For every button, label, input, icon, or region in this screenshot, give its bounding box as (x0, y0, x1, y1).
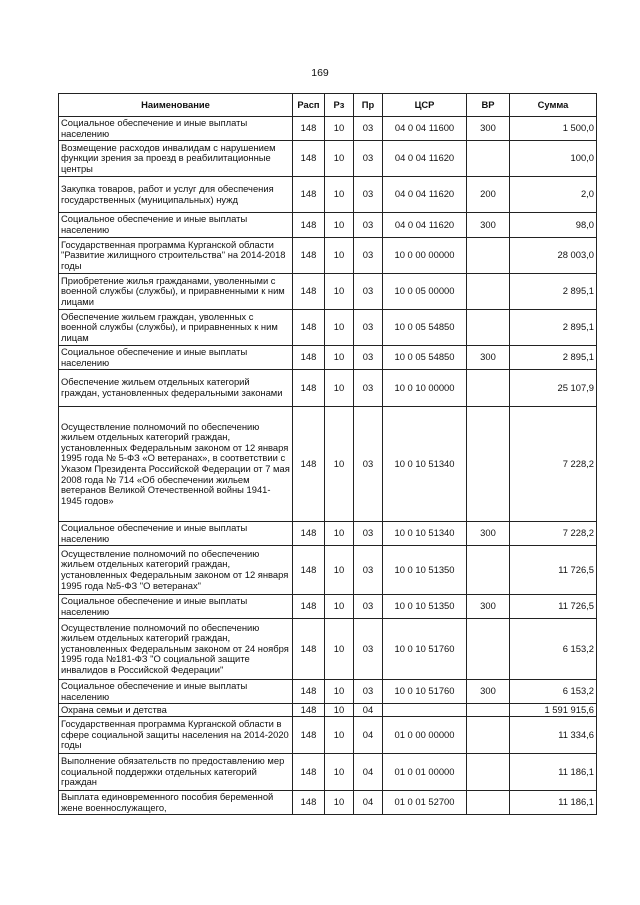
row-pr: 03 (354, 546, 383, 595)
row-rasp: 148 (293, 407, 325, 522)
header-vr: ВР (467, 94, 510, 117)
header-pr: Пр (354, 94, 383, 117)
row-rz: 10 (325, 522, 354, 546)
table-row (59, 754, 597, 791)
row-csr: 04 0 04 11600 (383, 117, 467, 141)
row-csr: 10 0 10 51350 (383, 546, 467, 595)
row-csr: 10 0 10 51340 (383, 522, 467, 546)
row-rz: 10 (325, 117, 354, 141)
row-vr (467, 370, 510, 407)
row-sum: 11 186,1 (510, 754, 597, 791)
row-csr (383, 704, 467, 717)
row-pr: 03 (354, 213, 383, 238)
row-name: Социальное обеспечение и иные выплаты населению (59, 680, 293, 704)
row-pr: 03 (354, 407, 383, 522)
row-pr: 03 (354, 619, 383, 680)
row-name: Обеспечение жильем отдельных категорий граждан, установленных федеральными законами (59, 370, 293, 407)
row-name: Выплата единовременного пособия беременной жене военнослужащего, (59, 791, 293, 815)
table-header-row (59, 94, 597, 117)
row-sum: 11 726,5 (510, 546, 597, 595)
page-number: 169 (311, 67, 329, 79)
row-rz: 10 (325, 407, 354, 522)
row-name: Приобретение жилья гражданами, уволенными с военной службы (службы), и приравненными к ним лицами (59, 274, 293, 310)
row-rasp: 148 (293, 370, 325, 407)
row-name: Возмещение расходов инвалидам с нарушением функции зрения за проезд в реабилитационные центры (59, 141, 293, 177)
row-sum: 11 334,6 (510, 717, 597, 754)
row-name: Социальное обеспечение и иные выплаты населению (59, 213, 293, 238)
row-rasp: 148 (293, 522, 325, 546)
row-rasp: 148 (293, 680, 325, 704)
row-vr (467, 546, 510, 595)
row-csr: 10 0 10 51350 (383, 595, 467, 619)
row-csr: 04 0 04 11620 (383, 141, 467, 177)
table-row (59, 791, 597, 815)
header-rasp: Расп (293, 94, 325, 117)
row-pr: 03 (354, 595, 383, 619)
row-rasp: 148 (293, 117, 325, 141)
table-row (59, 346, 597, 370)
row-pr: 03 (354, 177, 383, 213)
row-name: Осуществление полномочий по обеспечению жильем отдельных категорий граждан, установленных Федеральным законом от 12 января 1995 года № 5-ФЗ «О ветеранах», в соответствии с Указом Президента Российской Федерации от 7 мая 2008 года № 714 «Об обеспечении жильем ветеранов Великой Отечественной войны 1941-1945 годов» (59, 407, 293, 522)
table-row (59, 238, 597, 274)
row-rz: 10 (325, 370, 354, 407)
table-row (59, 310, 597, 346)
row-rz: 10 (325, 754, 354, 791)
row-vr (467, 791, 510, 815)
table-row (59, 595, 597, 619)
row-name: Осуществление полномочий по обеспечению жильем отдельных категорий граждан, установленных Федеральным законом от 12 января 1995 года №5-ФЗ "О ветеранах" (59, 546, 293, 595)
row-rz: 10 (325, 546, 354, 595)
table-row (59, 717, 597, 754)
row-vr (467, 717, 510, 754)
row-sum: 6 153,2 (510, 680, 597, 704)
row-vr: 300 (467, 213, 510, 238)
row-sum: 2 895,1 (510, 310, 597, 346)
table-row (59, 619, 597, 680)
row-csr: 04 0 04 11620 (383, 177, 467, 213)
row-rasp: 148 (293, 717, 325, 754)
row-pr: 04 (354, 717, 383, 754)
row-pr: 04 (354, 704, 383, 717)
row-name: Обеспечение жильем граждан, уволенных с военной службы (службы), и приравненных к ним лицам (59, 310, 293, 346)
row-vr: 300 (467, 346, 510, 370)
row-csr: 10 0 05 54850 (383, 310, 467, 346)
table-row (59, 370, 597, 407)
row-name: Государственная программа Курганской области в сфере социальной защиты населения на 2014-2020 годы (59, 717, 293, 754)
row-rasp: 148 (293, 274, 325, 310)
row-sum: 28 003,0 (510, 238, 597, 274)
row-vr (467, 274, 510, 310)
row-csr: 10 0 05 00000 (383, 274, 467, 310)
row-name: Государственная программа Курганской области "Развитие жилищного строительства" на 2014-2018 годы (59, 238, 293, 274)
row-csr: 10 0 10 51340 (383, 407, 467, 522)
row-vr (467, 407, 510, 522)
row-csr: 01 0 01 52700 (383, 791, 467, 815)
row-pr: 04 (354, 791, 383, 815)
table-row (59, 546, 597, 595)
budget-table (58, 93, 597, 815)
row-vr: 300 (467, 522, 510, 546)
row-csr: 10 0 00 00000 (383, 238, 467, 274)
row-rz: 10 (325, 717, 354, 754)
header-csr: ЦСР (383, 94, 467, 117)
table-row (59, 522, 597, 546)
row-csr: 10 0 10 51760 (383, 680, 467, 704)
row-rasp: 148 (293, 704, 325, 717)
row-sum: 7 228,2 (510, 522, 597, 546)
row-vr: 200 (467, 177, 510, 213)
row-csr: 10 0 05 54850 (383, 346, 467, 370)
row-csr: 10 0 10 00000 (383, 370, 467, 407)
row-vr (467, 619, 510, 680)
row-rz: 10 (325, 595, 354, 619)
row-pr: 03 (354, 370, 383, 407)
row-pr: 03 (354, 680, 383, 704)
row-rz: 10 (325, 619, 354, 680)
header-sum: Сумма (510, 94, 597, 117)
table-row (59, 407, 597, 522)
row-pr: 03 (354, 117, 383, 141)
row-rz: 10 (325, 680, 354, 704)
table-row (59, 213, 597, 238)
row-vr: 300 (467, 680, 510, 704)
row-rz: 10 (325, 346, 354, 370)
row-pr: 03 (354, 274, 383, 310)
row-sum: 6 153,2 (510, 619, 597, 680)
row-sum: 98,0 (510, 213, 597, 238)
table-row (59, 274, 597, 310)
row-rasp: 148 (293, 546, 325, 595)
row-name: Социальное обеспечение и иные выплаты населению (59, 346, 293, 370)
row-rz: 10 (325, 177, 354, 213)
row-name: Закупка товаров, работ и услуг для обеспечения государственных (муниципальных) нужд (59, 177, 293, 213)
row-sum: 11 186,1 (510, 791, 597, 815)
row-rz: 10 (325, 213, 354, 238)
row-pr: 03 (354, 310, 383, 346)
row-pr: 04 (354, 754, 383, 791)
row-csr: 04 0 04 11620 (383, 213, 467, 238)
row-pr: 03 (354, 141, 383, 177)
row-name: Охрана семьи и детства (59, 704, 293, 717)
row-rasp: 148 (293, 213, 325, 238)
row-rasp: 148 (293, 177, 325, 213)
row-pr: 03 (354, 346, 383, 370)
header-name: Наименование (59, 94, 293, 117)
row-rz: 10 (325, 238, 354, 274)
row-name: Социальное обеспечение и иные выплаты населению (59, 522, 293, 546)
row-sum: 1 591 915,6 (510, 704, 597, 717)
row-sum: 7 228,2 (510, 407, 597, 522)
row-rz: 10 (325, 141, 354, 177)
row-sum: 11 726,5 (510, 595, 597, 619)
row-name: Осуществление полномочий по обеспечению жильем отдельных категорий граждан, установленных Федеральным законом от 24 ноября 1995 года №181-ФЗ "О социальной защите инвалидов в Российской Федерации" (59, 619, 293, 680)
row-name: Социальное обеспечение и иные выплаты населению (59, 117, 293, 141)
row-name: Социальное обеспечение и иные выплаты населению (59, 595, 293, 619)
row-vr (467, 310, 510, 346)
row-vr (467, 238, 510, 274)
table-row (59, 177, 597, 213)
table-row (59, 704, 597, 717)
row-sum: 2 895,1 (510, 346, 597, 370)
row-rasp: 148 (293, 310, 325, 346)
row-rasp: 148 (293, 619, 325, 680)
row-rz: 10 (325, 704, 354, 717)
row-csr: 01 0 00 00000 (383, 717, 467, 754)
row-rasp: 148 (293, 238, 325, 274)
row-rasp: 148 (293, 346, 325, 370)
row-sum: 100,0 (510, 141, 597, 177)
table-row (59, 141, 597, 177)
table-row (59, 117, 597, 141)
row-sum: 25 107,9 (510, 370, 597, 407)
row-vr: 300 (467, 117, 510, 141)
row-vr (467, 141, 510, 177)
row-vr (467, 704, 510, 717)
row-rasp: 148 (293, 141, 325, 177)
row-sum: 1 500,0 (510, 117, 597, 141)
row-rz: 10 (325, 310, 354, 346)
row-sum: 2,0 (510, 177, 597, 213)
row-rasp: 148 (293, 791, 325, 815)
row-csr: 01 0 01 00000 (383, 754, 467, 791)
row-vr: 300 (467, 595, 510, 619)
row-vr (467, 754, 510, 791)
table-row (59, 680, 597, 704)
row-rasp: 148 (293, 754, 325, 791)
row-rz: 10 (325, 274, 354, 310)
row-rasp: 148 (293, 595, 325, 619)
row-name: Выполнение обязательств по предоставлению мер социальной поддержки отдельных категорий граждан (59, 754, 293, 791)
header-rz: Рз (325, 94, 354, 117)
row-csr: 10 0 10 51760 (383, 619, 467, 680)
row-sum: 2 895,1 (510, 274, 597, 310)
row-pr: 03 (354, 238, 383, 274)
row-pr: 03 (354, 522, 383, 546)
row-rz: 10 (325, 791, 354, 815)
